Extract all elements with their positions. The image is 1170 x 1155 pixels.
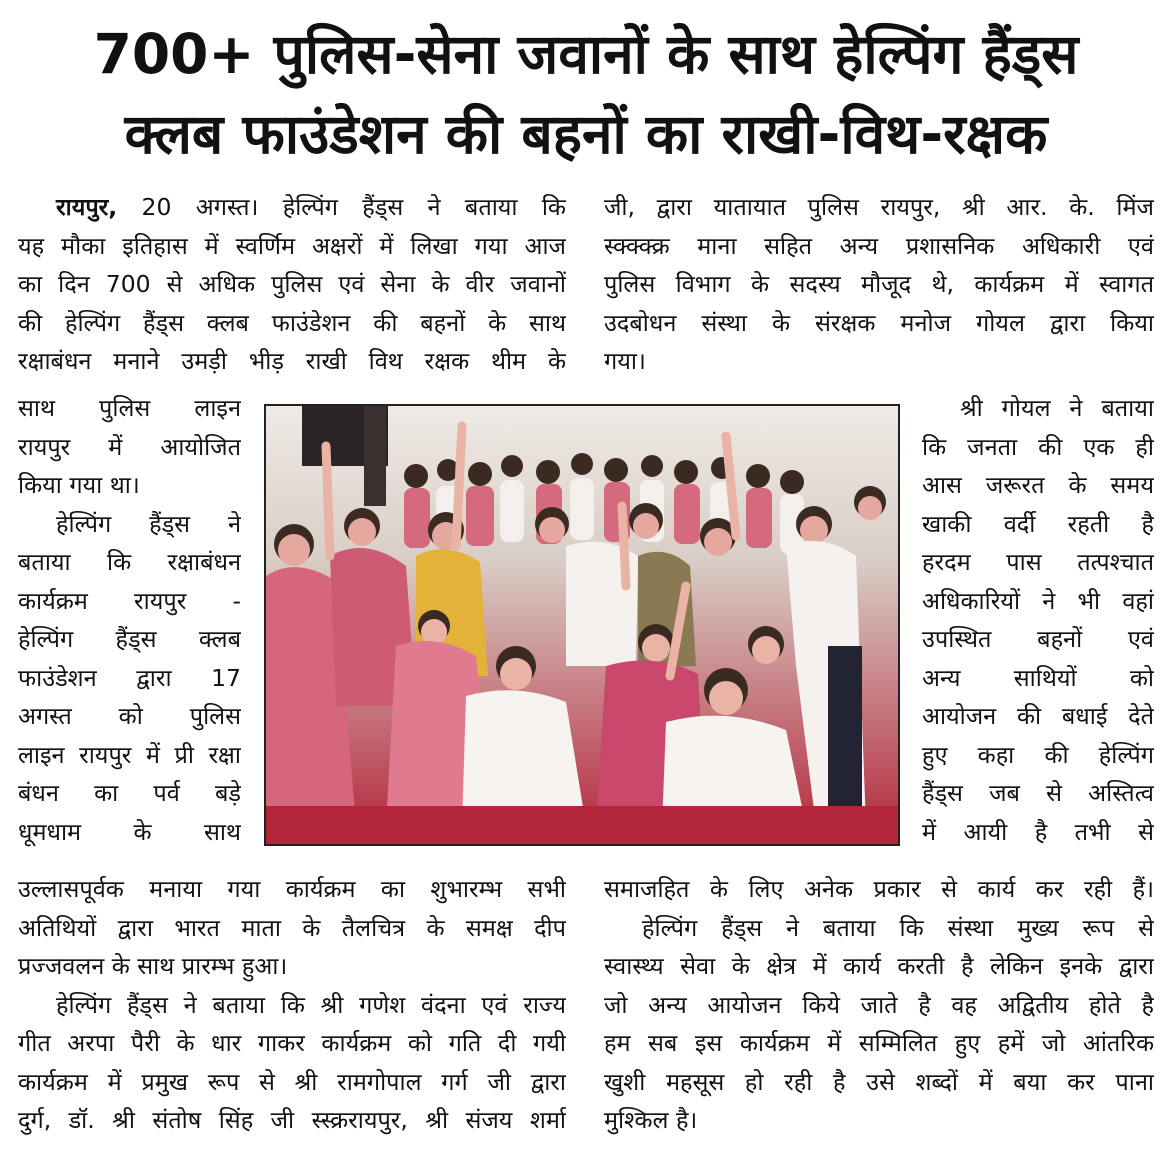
column-1-bottom: [18, 870, 566, 1140]
text-line: खुशी महसूस हो रही है उसे शब्दों में बया कर पाना: [604, 1067, 1154, 1096]
group-photo: [264, 404, 900, 846]
headline: [18, 14, 1154, 174]
dateline: रायपुर,: [56, 193, 118, 221]
text-line: कार्यक्रम रायपुर -: [18, 586, 241, 615]
column-2-top: [604, 188, 1154, 381]
headline-line-2: क्लब फाउंडेशन की बहनों का राखी-विथ-रक्षक: [124, 102, 1048, 166]
text-line: आस जरूरत के समय: [922, 471, 1154, 499]
text-line: दुर्ग, डॉ. श्री संतोष सिंह जी स्स्क्ररायपुर, श्री संजय शर्मा: [18, 1106, 566, 1134]
text-line: खाकी वर्दी रहती है: [922, 509, 1154, 538]
text-line: की हेल्पिंग हैंड्स क्लब फाउंडेशन की बहनों के साथ: [18, 308, 566, 337]
text-line: मुश्किल है।: [604, 1106, 698, 1134]
text-line: फाउंडेशन द्वारा 17: [18, 663, 241, 692]
text-line: किया गया था।: [18, 471, 140, 499]
text-line: अन्य साथियों को: [922, 663, 1154, 692]
text-line: स्वास्थ्य सेवा के क्षेत्र में कार्य करती है लेकिन इनके द्वारा: [604, 952, 1154, 980]
text-line: हेल्पिंग हैंड्स ने: [56, 509, 241, 538]
text-line: उपस्थित बहनों एवं: [922, 625, 1154, 653]
text-line: अगस्त को पुलिस: [18, 702, 241, 730]
text-line: साथ पुलिस लाइन: [18, 394, 241, 422]
text-line: जो अन्य आयोजन किये जाते है वह अद्वितीय होते है: [604, 990, 1154, 1019]
column-2-bottom: [604, 870, 1154, 1140]
text-line: गीत अरपा पैरी के धार गाकर कार्यक्रम को गति दी गयी: [18, 1029, 566, 1057]
text-line: पुलिस विभाग के सदस्य मौजूद थे, कार्यक्रम में स्वागत: [604, 270, 1154, 298]
text-line: रक्षाबंधन मनाने उमड़ी भीड़ राखी विथ रक्षक थीम के: [18, 347, 566, 375]
text-line: कि जनता की एक ही: [922, 432, 1154, 461]
column-1-top: [18, 188, 566, 381]
text-line: हेल्पिंग हैंड्स ने बताया कि संस्था मुख्य रूप से: [642, 913, 1154, 942]
text-line: लाइन रायपुर में प्री रक्षा: [18, 740, 241, 769]
text-line: रायपुर में आयोजित: [18, 432, 241, 461]
text-line: बताया कि रक्षाबंधन: [18, 548, 241, 576]
column-1-mid: [18, 389, 241, 851]
text-line: हम सब इस कार्यक्रम में सम्मिलित हुए हमें जो आंतरिक: [604, 1029, 1154, 1057]
text-line: हैंड्स जब से अस्तित्व: [922, 779, 1154, 807]
text-line: हेल्पिंग हैंड्स ने बताया कि श्री गणेश वंदना एवं राज्य: [56, 990, 566, 1019]
text-line: स्क्क्क्क्र माना सहित अन्य प्रशासनिक अधिकारी एवं: [604, 231, 1154, 260]
text-line: जी, द्वारा यातायात पुलिस रायपुर, श्री आर. के. मिंज: [604, 193, 1154, 221]
text-line: यह मौका इतिहास में स्वर्णिम अक्षरों में लिखा गया आज: [18, 231, 566, 260]
text-line: हरदम पास तत्पश्चात: [922, 548, 1154, 576]
column-2-mid: [922, 389, 1154, 851]
text-line: धूमधाम के साथ: [18, 817, 241, 846]
text-line: उल्लासपूर्वक मनाया गया कार्यक्रम का शुभारम्भ सभी: [18, 875, 566, 903]
headline-line-1: 700+ पुलिस-सेना जवानों के साथ हेल्पिंग हैंड्स: [93, 22, 1079, 86]
text-line: अधिकारियों ने भी वहां: [922, 586, 1154, 615]
text-line: प्रज्जवलन के साथ प्रारम्भ हुआ।: [18, 952, 288, 980]
text-line: आयोजन की बधाई देते: [922, 702, 1154, 730]
text-line: कार्यक्रम में प्रमुख रूप से श्री रामगोपाल गर्ग जी द्वारा: [18, 1067, 566, 1096]
text-line: उदबोधन संस्था के संरक्षक मनोज गोयल द्वारा किया: [604, 308, 1154, 337]
text-line: अतिथियों द्वारा भारत माता के तैलचित्र के समक्ष दीप: [18, 913, 566, 942]
text-line: हुए कहा की हेल्पिंग: [922, 740, 1154, 769]
text-line: का दिन 700 से अधिक पुलिस एवं सेना के वीर जवानों: [18, 270, 566, 298]
text-line: रायपुर, 20 अगस्त। हेल्पिंग हैंड्स ने बताया कि: [56, 193, 566, 221]
text-line: श्री गोयल ने बताया: [960, 394, 1154, 422]
text-line: गया।: [604, 347, 646, 375]
text-line: हेल्पिंग हैंड्स क्लब: [18, 625, 241, 653]
text-line: में आयी है तभी से: [922, 817, 1154, 846]
text-line: समाजहित के लिए अनेक प्रकार से कार्य कर रही हैं।: [604, 875, 1154, 903]
text-line: बंधन का पर्व बड़े: [18, 779, 241, 807]
